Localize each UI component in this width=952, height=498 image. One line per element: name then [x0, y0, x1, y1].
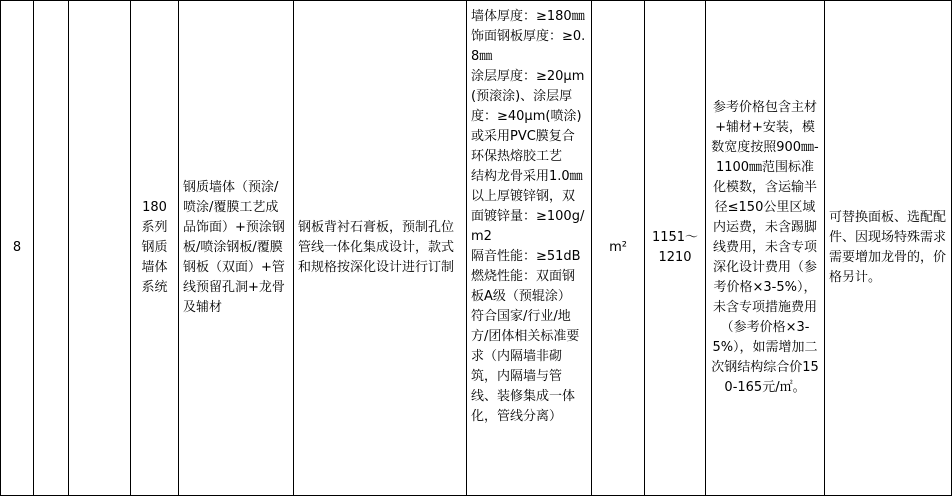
specification-cell: 墙体厚度：≥180㎜ 饰面钢板厚度：≥0.8㎜ 涂层厚度：≥20μm(预滚涂)、涂层厚度：≥40μm(喷涂)或采用PVC膜复合环保热熔胶工艺 结构龙骨采用1.0㎜以上厚镀锌钢，双面镀锌量：≥100g/m2 隔音性能：≥51dB 燃烧性能：双面钢板A级（预辊涂） 符合国家/行业/地方/团体相关标准要求（内隔墙非砌筑，内隔墙与管线、装修集成一体化，管线分离）: [467, 1, 592, 496]
system-name-cell: 180 系列 钢质 墙体 系统: [131, 1, 179, 496]
composition-cell: 钢质墙体（预涂/喷涂/覆膜工艺成品饰面）+预涂钢板/喷涂钢板/覆膜钢板（双面）+管线预留孔洞+龙骨及辅材: [179, 1, 294, 496]
empty-cell-2: [34, 1, 69, 496]
notes-cell: 参考价格包含主材+辅材+安装，模数宽度按照900㎜-1100㎜范围标准化模数，含运输半径≤150公里区域内运费，未含踢脚线费用，未含专项深化设计费用（参考价格×3-5%），未含专项措施费用（参考价格×3-5%），如需增加二次钢结构综合价150-165元/㎡。: [706, 1, 825, 496]
table-row: [1, 1, 952, 496]
remark-cell: 可替换面板、选配配件、因现场特殊需求需要增加龙骨的，价格另计。: [825, 1, 952, 496]
description-cell: 钢板背衬石膏板，预制孔位管线一体化集成设计，款式和规格按深化设计进行订制: [294, 1, 467, 496]
unit-cell: m²: [592, 1, 645, 496]
empty-cell-3: [69, 1, 131, 496]
price-cell: 1151～1210: [645, 1, 706, 496]
row-number-cell: 8: [1, 1, 34, 496]
